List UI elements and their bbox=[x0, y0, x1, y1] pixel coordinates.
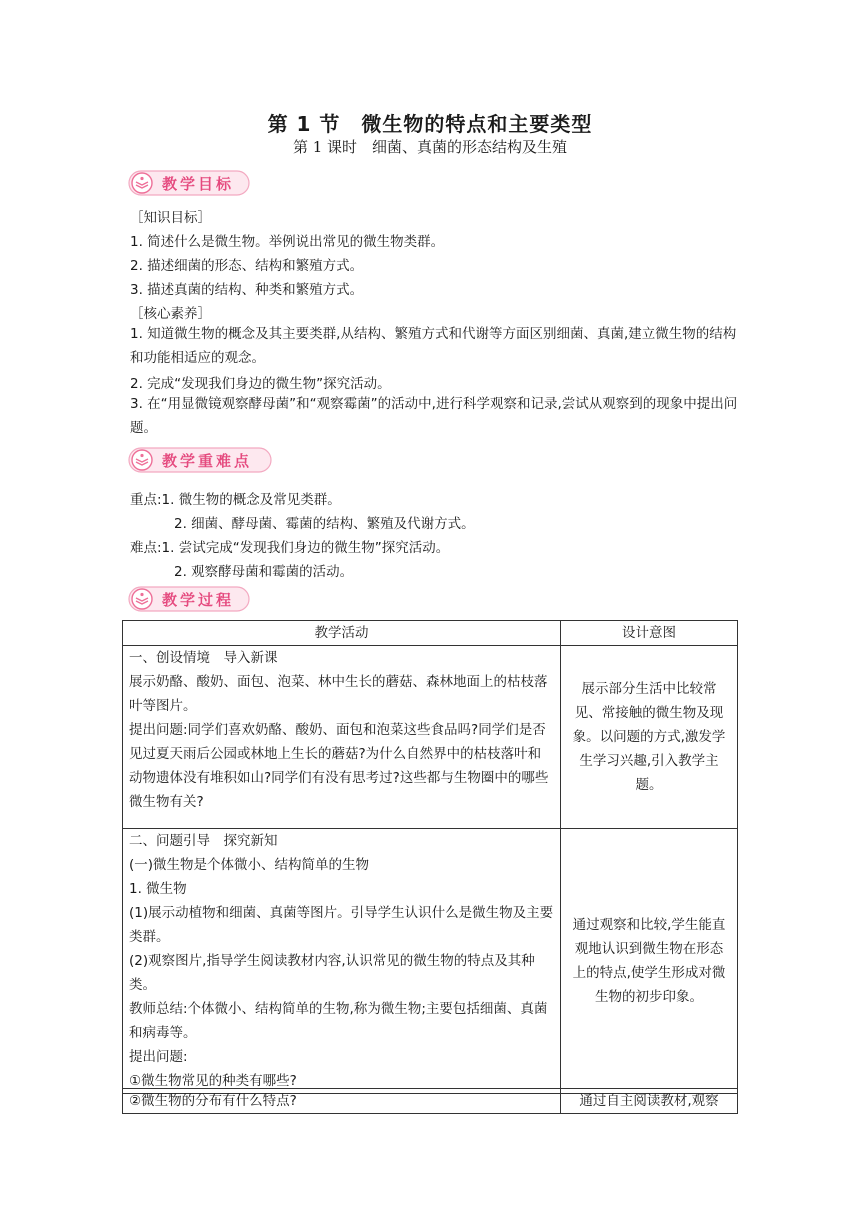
intent-cell-3: 通过自主阅读教材,观察 bbox=[561, 1089, 738, 1114]
key-point-1: 重点:1. 微生物的概念及常见类群。 bbox=[130, 492, 341, 508]
activity-line: 一、创设情境 导入新课 bbox=[129, 650, 278, 666]
process-table-continued bbox=[122, 1088, 738, 1114]
activity-line: 展示奶酪、酸奶、面包、泡菜、林中生长的蘑菇、森林地面上的枯枝落叶等图片。 bbox=[129, 674, 548, 714]
activity-line: (一)微生物是个体微小、结构简单的生物 bbox=[129, 857, 370, 873]
section-badge-key bbox=[128, 447, 274, 473]
activity-line: 二、问题引导 探究新知 bbox=[129, 833, 278, 849]
section-title-goals: 教学目标 bbox=[162, 175, 235, 193]
knowledge-item-2: 2. 描述细菌的形态、结构和繁殖方式。 bbox=[130, 258, 364, 274]
core-heading: ［核心素养］ bbox=[130, 306, 211, 322]
activity-line: 教师总结:个体微小、结构简单的生物,称为微生物;主要包括细菌、真菌和病毒等。 bbox=[129, 1001, 548, 1041]
difficulty-1: 难点:1. 尝试完成“发现我们身边的微生物”探究活动。 bbox=[130, 540, 450, 556]
intent-cell-1: 展示部分生活中比较常见、常接触的微生物及现象。以问题的方式,激发学生学习兴趣,引入教学主题。 bbox=[561, 646, 738, 829]
activity-line: 1. 微生物 bbox=[129, 881, 187, 897]
activity-line: 提出问题:同学们喜欢奶酪、酸奶、面包和泡菜这些食品吗?同学们是否见过夏天雨后公园或林地上生长的蘑菇?为什么自然界中的枯枝落叶和动物遗体没有堆积如山?同学们有没有思考过?这些都与生物圈中的哪些微生物有关? bbox=[129, 722, 549, 810]
table-row bbox=[123, 1089, 738, 1114]
page-title: 第 1 节 微生物的特点和主要类型 bbox=[267, 112, 593, 136]
table-row bbox=[123, 829, 738, 1094]
table-row bbox=[123, 646, 738, 829]
activity-cell-2 bbox=[123, 829, 561, 1094]
header-intent: 设计意图 bbox=[561, 621, 738, 646]
section-title-key: 教学重难点 bbox=[162, 452, 253, 470]
knowledge-item-3: 3. 描述真菌的结构、种类和繁殖方式。 bbox=[130, 282, 364, 298]
activity-line: ①微生物常见的种类有哪些? bbox=[129, 1073, 297, 1089]
header-activity: 教学活动 bbox=[123, 621, 561, 646]
intent-cell-2: 通过观察和比较,学生能直观地认识到微生物在形态上的特点,使学生形成对微生物的初步印象。 bbox=[561, 829, 738, 1094]
knowledge-heading: ［知识目标］ bbox=[130, 210, 211, 226]
section-title-process: 教学过程 bbox=[162, 591, 235, 609]
section-badge-process bbox=[128, 586, 252, 612]
difficulty-2: 2. 观察酵母菌和霉菌的活动。 bbox=[174, 564, 354, 580]
key-point-2: 2. 细菌、酵母菌、霉菌的结构、繁殖及代谢方式。 bbox=[174, 516, 475, 532]
activity-line: 提出问题: bbox=[129, 1049, 188, 1065]
section-badge-goals bbox=[128, 170, 252, 196]
process-table bbox=[122, 620, 738, 1094]
core-item-2: 2. 完成“发现我们身边的微生物”探究活动。 bbox=[130, 376, 391, 392]
activity-cell-3: ②微生物的分布有什么特点? bbox=[123, 1089, 561, 1114]
core-item-1: 1. 知道微生物的概念及其主要类群,从结构、繁殖方式和代谢等方面区别细菌、真菌,建立微生物的结构和功能相适应的观念。 bbox=[130, 326, 737, 366]
activity-line: (1)展示动植物和细菌、真菌等图片。引导学生认识什么是微生物及主要类群。 bbox=[129, 905, 554, 945]
page-subtitle: 第 1 课时 细菌、真菌的形态结构及生殖 bbox=[292, 138, 568, 156]
table-header-row bbox=[123, 621, 738, 646]
knowledge-item-1: 1. 简述什么是微生物。举例说出常见的微生物类群。 bbox=[130, 234, 445, 250]
core-item-3: 3. 在“用显微镜观察酵母菌”和“观察霉菌”的活动中,进行科学观察和记录,尝试从观察到的现象中提出问题。 bbox=[130, 396, 738, 436]
activity-line: (2)观察图片,指导学生阅读教材内容,认识常见的微生物的特点及其种类。 bbox=[129, 953, 535, 993]
activity-cell-1 bbox=[123, 646, 561, 829]
